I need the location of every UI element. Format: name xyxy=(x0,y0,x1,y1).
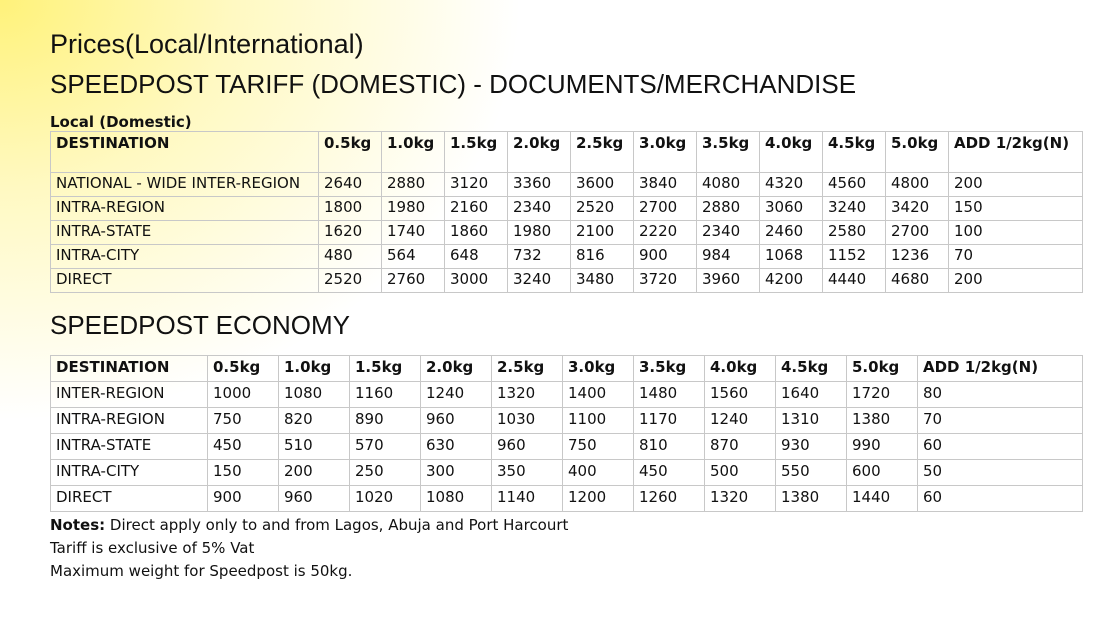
price-cell: 4200 xyxy=(760,269,823,293)
price-cell: 4440 xyxy=(823,269,886,293)
column-header: 3.0kg xyxy=(563,356,634,382)
price-cell: 2760 xyxy=(382,269,445,293)
price-cell: 1152 xyxy=(823,245,886,269)
price-cell: 3240 xyxy=(823,197,886,221)
destination-cell: INTRA-CITY xyxy=(51,460,208,486)
price-cell: 4800 xyxy=(886,173,949,197)
price-cell: 550 xyxy=(776,460,847,486)
column-header: 1.5kg xyxy=(350,356,421,382)
page-content xyxy=(50,24,1090,583)
table-row xyxy=(51,245,1083,269)
price-cell: 2640 xyxy=(319,173,382,197)
price-cell: 750 xyxy=(208,408,279,434)
column-header: 1.5kg xyxy=(445,132,508,173)
price-cell: 984 xyxy=(697,245,760,269)
destination-cell: DIRECT xyxy=(51,486,208,512)
price-cell: 1030 xyxy=(492,408,563,434)
price-cell: 1480 xyxy=(634,382,705,408)
column-header: 4.5kg xyxy=(823,132,886,173)
column-header: 4.0kg xyxy=(705,356,776,382)
column-header: 0.5kg xyxy=(319,132,382,173)
price-cell: 2880 xyxy=(382,173,445,197)
column-header: 2.0kg xyxy=(421,356,492,382)
price-cell: 200 xyxy=(949,173,1083,197)
price-cell: 3060 xyxy=(760,197,823,221)
table-header-row xyxy=(51,132,1083,173)
price-cell: 1380 xyxy=(847,408,918,434)
price-cell: 250 xyxy=(350,460,421,486)
price-cell: 2520 xyxy=(571,197,634,221)
column-header: 1.0kg xyxy=(279,356,350,382)
economy-title: SPEEDPOST ECONOMY xyxy=(50,310,351,340)
price-cell: 2160 xyxy=(445,197,508,221)
price-cell: 890 xyxy=(350,408,421,434)
price-cell: 810 xyxy=(634,434,705,460)
column-header: DESTINATION xyxy=(51,132,319,173)
price-cell: 1100 xyxy=(563,408,634,434)
price-cell: 816 xyxy=(571,245,634,269)
price-cell: 1140 xyxy=(492,486,563,512)
price-cell: 3240 xyxy=(508,269,571,293)
destination-cell: NATIONAL - WIDE INTER-REGION xyxy=(51,173,319,197)
economy-tariff-table xyxy=(50,355,1083,512)
price-cell: 100 xyxy=(949,221,1083,245)
price-cell: 4560 xyxy=(823,173,886,197)
price-cell: 1080 xyxy=(279,382,350,408)
price-cell: 2220 xyxy=(634,221,697,245)
price-cell: 2520 xyxy=(319,269,382,293)
column-header: 3.5kg xyxy=(634,356,705,382)
price-cell: 500 xyxy=(705,460,776,486)
price-cell: 564 xyxy=(382,245,445,269)
column-header: 2.5kg xyxy=(492,356,563,382)
price-cell: 50 xyxy=(918,460,1083,486)
destination-cell: INTRA-REGION xyxy=(51,408,208,434)
price-cell: 1080 xyxy=(421,486,492,512)
price-cell: 1860 xyxy=(445,221,508,245)
price-cell: 1980 xyxy=(508,221,571,245)
price-cell: 2880 xyxy=(697,197,760,221)
price-cell: 300 xyxy=(421,460,492,486)
price-cell: 1720 xyxy=(847,382,918,408)
price-cell: 3960 xyxy=(697,269,760,293)
price-cell: 60 xyxy=(918,434,1083,460)
price-cell: 150 xyxy=(949,197,1083,221)
price-cell: 4320 xyxy=(760,173,823,197)
price-cell: 200 xyxy=(949,269,1083,293)
price-cell: 1200 xyxy=(563,486,634,512)
destination-cell: INTRA-STATE xyxy=(51,434,208,460)
table-row xyxy=(51,197,1083,221)
price-cell: 70 xyxy=(949,245,1083,269)
price-cell: 150 xyxy=(208,460,279,486)
price-cell: 820 xyxy=(279,408,350,434)
price-cell: 2340 xyxy=(508,197,571,221)
table-row xyxy=(51,460,1083,486)
price-cell: 1320 xyxy=(705,486,776,512)
price-cell: 450 xyxy=(634,460,705,486)
price-cell: 1620 xyxy=(319,221,382,245)
notes-line-1 xyxy=(50,514,1090,537)
column-header: 0.5kg xyxy=(208,356,279,382)
column-header: 4.0kg xyxy=(760,132,823,173)
price-cell: 1170 xyxy=(634,408,705,434)
notes-text: Direct apply only to and from Lagos, Abuja and Port Harcourt xyxy=(105,516,569,534)
price-cell: 80 xyxy=(918,382,1083,408)
table-row xyxy=(51,434,1083,460)
price-cell: 1020 xyxy=(350,486,421,512)
price-cell: 3420 xyxy=(886,197,949,221)
price-cell: 1380 xyxy=(776,486,847,512)
price-cell: 510 xyxy=(279,434,350,460)
price-cell: 4080 xyxy=(697,173,760,197)
column-header: 5.0kg xyxy=(847,356,918,382)
price-cell: 3120 xyxy=(445,173,508,197)
table-row xyxy=(51,486,1083,512)
column-header: 3.5kg xyxy=(697,132,760,173)
price-cell: 648 xyxy=(445,245,508,269)
price-cell: 1160 xyxy=(350,382,421,408)
price-cell: 1560 xyxy=(705,382,776,408)
notes-line-2: Tariff is exclusive of 5% Vat xyxy=(50,539,255,557)
table-row xyxy=(51,173,1083,197)
price-cell: 990 xyxy=(847,434,918,460)
price-cell: 930 xyxy=(776,434,847,460)
price-cell: 900 xyxy=(634,245,697,269)
destination-cell: DIRECT xyxy=(51,269,319,293)
column-header: ADD 1/2kg(N) xyxy=(918,356,1083,382)
table-header-row xyxy=(51,356,1083,382)
price-cell: 3600 xyxy=(571,173,634,197)
price-cell: 3000 xyxy=(445,269,508,293)
price-cell: 200 xyxy=(279,460,350,486)
column-header: 3.0kg xyxy=(634,132,697,173)
table-row xyxy=(51,221,1083,245)
price-cell: 480 xyxy=(319,245,382,269)
price-cell: 960 xyxy=(492,434,563,460)
price-cell: 2700 xyxy=(886,221,949,245)
column-header: DESTINATION xyxy=(51,356,208,382)
price-cell: 600 xyxy=(847,460,918,486)
price-cell: 450 xyxy=(208,434,279,460)
price-cell: 1310 xyxy=(776,408,847,434)
price-cell: 2460 xyxy=(760,221,823,245)
notes-label: Notes: xyxy=(50,516,106,534)
notes-line-3: Maximum weight for Speedpost is 50kg. xyxy=(50,562,353,580)
price-cell: 1240 xyxy=(705,408,776,434)
price-cell: 1320 xyxy=(492,382,563,408)
price-cell: 2580 xyxy=(823,221,886,245)
column-header: ADD 1/2kg(N) xyxy=(949,132,1083,173)
column-header: 2.5kg xyxy=(571,132,634,173)
price-cell: 60 xyxy=(918,486,1083,512)
price-cell: 2700 xyxy=(634,197,697,221)
price-cell: 4680 xyxy=(886,269,949,293)
price-cell: 1640 xyxy=(776,382,847,408)
price-cell: 1260 xyxy=(634,486,705,512)
price-cell: 1440 xyxy=(847,486,918,512)
price-cell: 2100 xyxy=(571,221,634,245)
price-cell: 1068 xyxy=(760,245,823,269)
price-cell: 750 xyxy=(563,434,634,460)
price-cell: 3360 xyxy=(508,173,571,197)
price-cell: 400 xyxy=(563,460,634,486)
page-title: Prices(Local/International) xyxy=(50,29,364,59)
destination-cell: INTRA-REGION xyxy=(51,197,319,221)
price-cell: 1740 xyxy=(382,221,445,245)
price-cell: 870 xyxy=(705,434,776,460)
domestic-tariff-title: SPEEDPOST TARIFF (DOMESTIC) - DOCUMENTS/MERCHANDISE xyxy=(50,69,857,99)
column-header: 1.0kg xyxy=(382,132,445,173)
price-cell: 732 xyxy=(508,245,571,269)
price-cell: 1236 xyxy=(886,245,949,269)
column-header: 2.0kg xyxy=(508,132,571,173)
table-row xyxy=(51,269,1083,293)
notes-section xyxy=(50,514,1090,583)
price-cell: 3720 xyxy=(634,269,697,293)
price-cell: 960 xyxy=(421,408,492,434)
price-cell: 3480 xyxy=(571,269,634,293)
price-cell: 1000 xyxy=(208,382,279,408)
price-cell: 1980 xyxy=(382,197,445,221)
price-cell: 630 xyxy=(421,434,492,460)
domestic-tariff-table xyxy=(50,131,1083,293)
price-cell: 2340 xyxy=(697,221,760,245)
price-cell: 960 xyxy=(279,486,350,512)
column-header: 4.5kg xyxy=(776,356,847,382)
destination-cell: INTER-REGION xyxy=(51,382,208,408)
domestic-subtitle: Local (Domestic) xyxy=(50,113,192,131)
price-cell: 1800 xyxy=(319,197,382,221)
price-cell: 1240 xyxy=(421,382,492,408)
destination-cell: INTRA-STATE xyxy=(51,221,319,245)
price-cell: 900 xyxy=(208,486,279,512)
table-row xyxy=(51,382,1083,408)
destination-cell: INTRA-CITY xyxy=(51,245,319,269)
price-cell: 70 xyxy=(918,408,1083,434)
table-row xyxy=(51,408,1083,434)
price-cell: 3840 xyxy=(634,173,697,197)
price-cell: 1400 xyxy=(563,382,634,408)
price-cell: 570 xyxy=(350,434,421,460)
column-header: 5.0kg xyxy=(886,132,949,173)
price-cell: 350 xyxy=(492,460,563,486)
